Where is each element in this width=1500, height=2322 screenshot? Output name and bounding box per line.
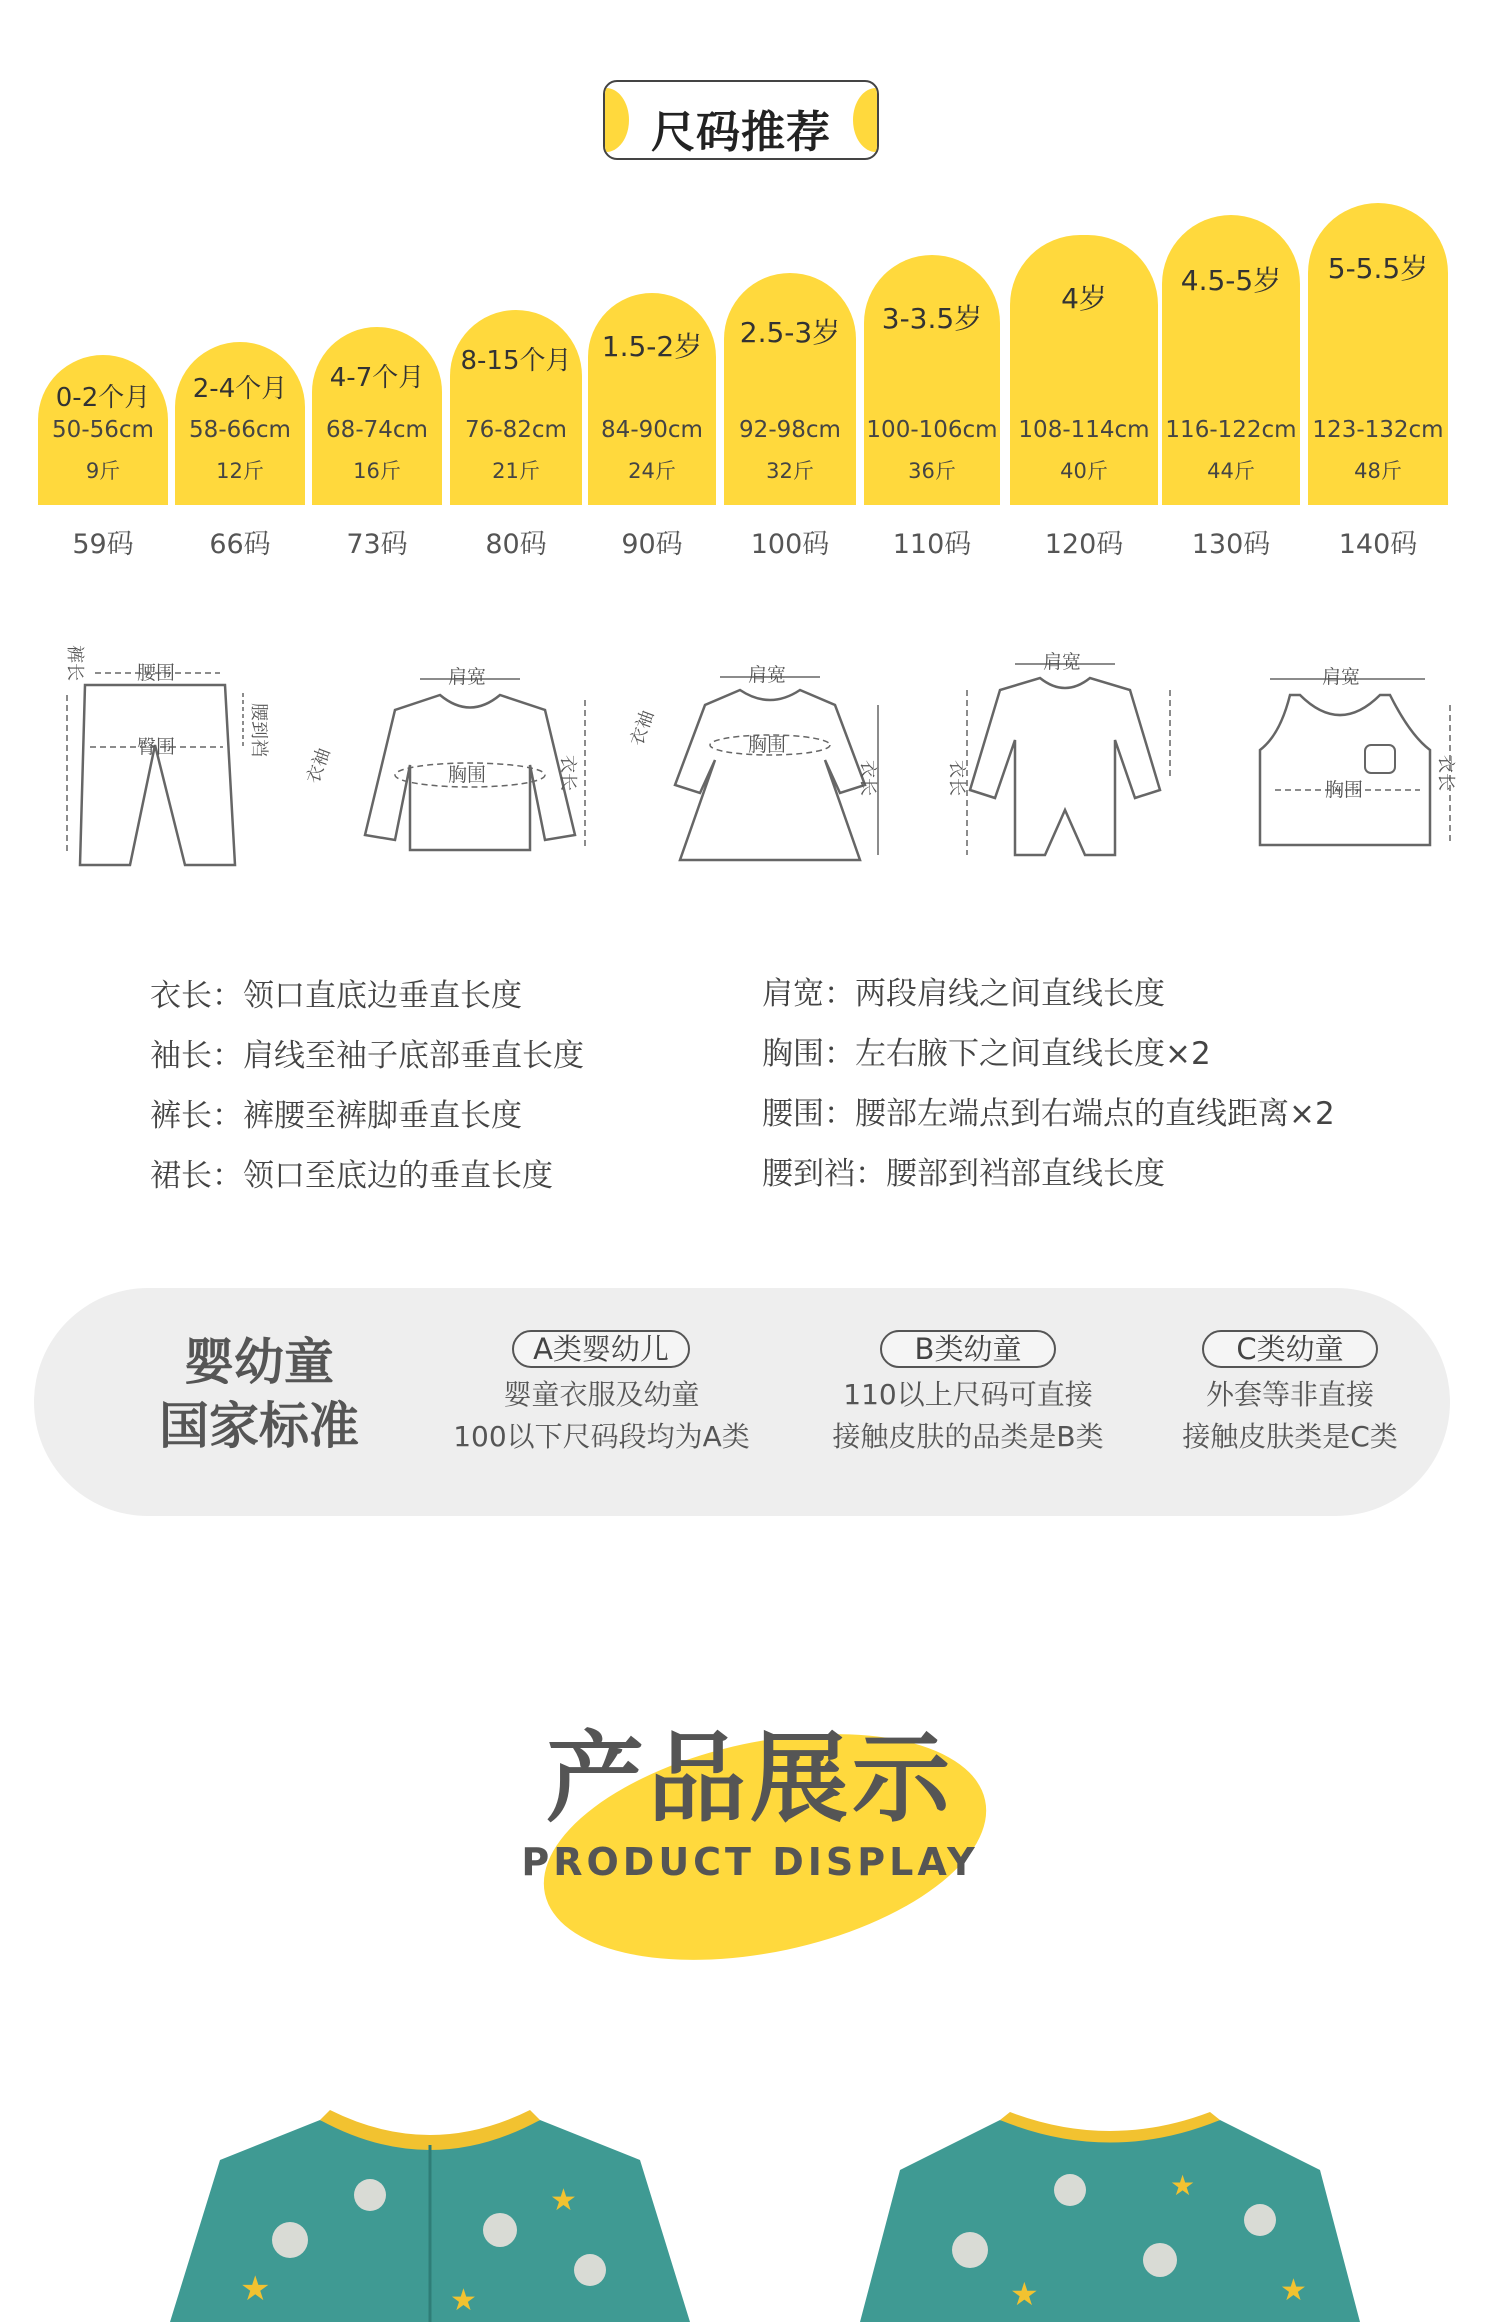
pants-diagram	[55, 645, 295, 875]
size-code: 140码	[1338, 529, 1418, 560]
size-code: 66码	[209, 529, 271, 560]
size-recommend-title-text: 尺码推荐	[651, 107, 831, 158]
size-bar: 2.5-3岁 92-98cm 32斤	[724, 273, 856, 505]
product-display-subtitle: PRODUCT DISPLAY	[521, 1840, 979, 1884]
size-bar: 8-15个月 76-82cm 21斤	[450, 310, 582, 505]
size-bar: 4-7个月 68-74cm 16斤	[312, 327, 442, 505]
size-bar: 0-2个月 50-56cm 9斤	[38, 355, 168, 505]
product-image-right	[860, 2100, 1360, 2322]
size-code: 120码	[1044, 529, 1124, 560]
size-bar: 1.5-2岁 84-90cm 24斤	[588, 293, 716, 505]
svg-text:★: ★	[1280, 2273, 1307, 2308]
definition-item: 袖长：肩线至袖子底部垂直长度	[150, 1038, 584, 1074]
sweatshirt-diagram	[302, 665, 600, 875]
romper-diagram	[945, 650, 1185, 875]
length-label: 衣长	[557, 755, 578, 791]
product-image-left	[170, 2100, 690, 2322]
waist-label: 腰围	[137, 662, 176, 684]
class-a-desc: 婴童衣服及幼童 100以下尺码段均为A类	[453, 1378, 750, 1453]
sleeve-label: 衣袖	[302, 745, 335, 787]
svg-text:肩宽: 肩宽	[1043, 651, 1082, 673]
size-code: 73码	[346, 529, 408, 560]
size-bar: 5-5.5岁 123-132cm 48斤	[1308, 203, 1448, 505]
product-display-title: 产品展示	[545, 1722, 954, 1836]
svg-text:肩宽: 肩宽	[1322, 666, 1361, 688]
definition-item: 衣长：领口直底边垂直长度	[150, 978, 522, 1014]
svg-text:肩宽: 肩宽	[748, 664, 787, 686]
shoulder-label: 肩宽	[448, 666, 487, 688]
svg-text:胸围: 胸围	[748, 734, 787, 756]
size-bar: 3-3.5岁 100-106cm 36斤	[864, 255, 1000, 505]
rise-label: 腰到裆	[248, 703, 269, 757]
pants-length-label: 裤长	[64, 645, 85, 681]
definition-item: 裙长：领口至底边的垂直长度	[150, 1158, 553, 1194]
svg-text:衣袖: 衣袖	[626, 707, 659, 749]
vest-diagram	[1240, 665, 1470, 875]
class-c-label: C类幼童	[1202, 1330, 1378, 1368]
dress-diagram	[626, 664, 890, 875]
svg-text:衣长: 衣长	[1435, 755, 1456, 791]
size-code: 59码	[72, 529, 134, 560]
size-code: 100码	[750, 529, 830, 560]
size-bar: 4岁 108-114cm 40斤	[1010, 235, 1158, 505]
definition-item: 腰到裆：腰部到裆部直线长度	[762, 1156, 1165, 1192]
size-chart	[0, 0, 1500, 510]
class-c-desc: 外套等非直接 接触皮肤类是C类	[1182, 1378, 1398, 1453]
svg-text:★: ★	[450, 2283, 477, 2318]
size-code: 80码	[485, 529, 547, 560]
svg-text:★: ★	[550, 2183, 577, 2218]
svg-text:衣长: 衣长	[946, 760, 967, 796]
definition-item: 腰围：腰部左端点到右端点的直线距离×2	[762, 1096, 1335, 1132]
svg-text:★: ★	[1170, 2169, 1196, 2202]
svg-text:衣长: 衣长	[857, 760, 878, 796]
national-standard-panel	[34, 1288, 1450, 1516]
class-a-label: A类婴幼儿	[512, 1330, 690, 1368]
class-b-label: B类幼童	[880, 1330, 1056, 1368]
standard-title: 婴幼童 国家标准	[159, 1333, 359, 1455]
size-bar: 4.5-5岁 116-122cm 44斤	[1162, 215, 1300, 505]
size-bar: 2-4个月 58-66cm 12斤	[175, 342, 305, 505]
size-code: 110码	[892, 529, 972, 560]
svg-text:★: ★	[240, 2269, 271, 2309]
size-code: 130码	[1191, 529, 1271, 560]
svg-text:★: ★	[1010, 2275, 1039, 2313]
hip-label: 臀围	[137, 736, 176, 758]
definition-item: 胸围：左右腋下之间直线长度×2	[762, 1036, 1211, 1072]
definition-item: 肩宽：两段肩线之间直线长度	[762, 976, 1165, 1012]
class-b-desc: 110以上尺码可直接 接触皮肤的品类是B类	[832, 1378, 1104, 1453]
chest-label: 胸围	[448, 764, 487, 786]
size-code: 90码	[621, 529, 683, 560]
svg-text:胸围: 胸围	[1325, 779, 1364, 801]
definition-item: 裤长：裤腰至裤脚垂直长度	[150, 1098, 522, 1134]
